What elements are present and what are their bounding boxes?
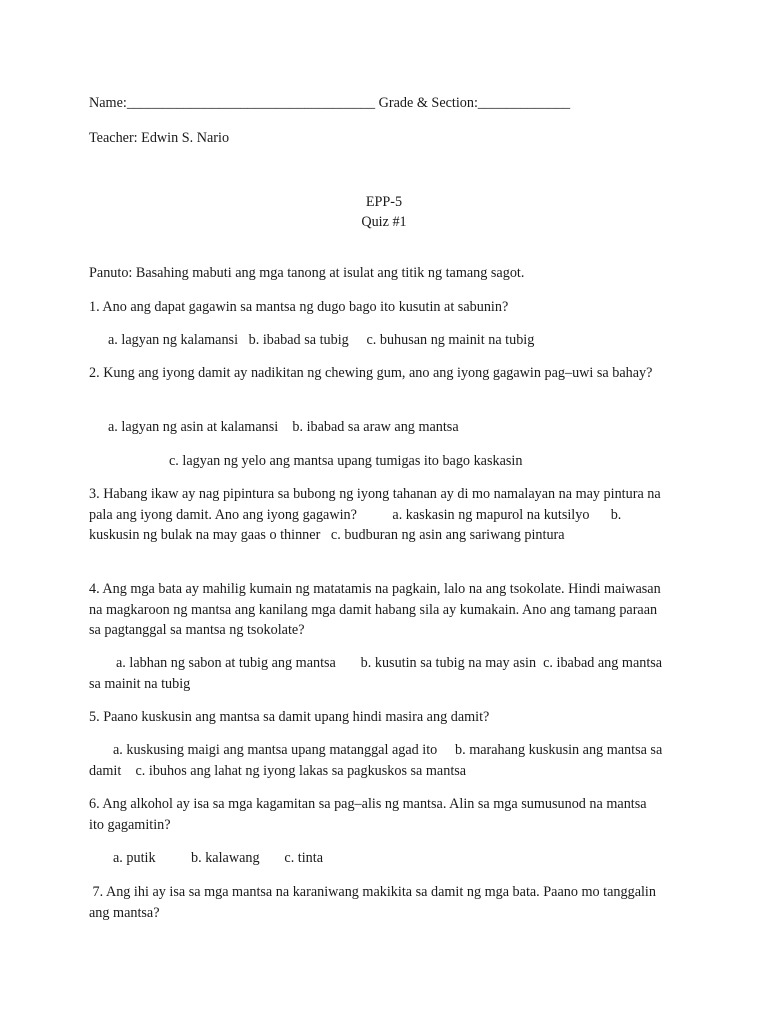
question-3: 3. Habang ikaw ay nag pipintura sa bubong ng iyong tahanan ay di mo namalayan na may pintura na pala ang iyong damit. Ano ang iyong gagawin? a. kaskasin ng mapurol na kutsilyo b. kuskusin ng bulak na may gaas o thinner c. budburan ng asin ang sariwang pintura [89, 486, 665, 543]
question-2-option-c: c. lagyan ng yelo ang mantsa upang tumigas ito bago kaskasin [169, 453, 523, 469]
instructions: Panuto: Basahing mabuti ang mga tanong at isulat ang titik ng tamang sagot. [89, 265, 525, 281]
question-2: 2. Kung ang iyong damit ay nadikitan ng chewing gum, ano ang iyong gagawin pag–uwi sa bahay? [89, 365, 653, 381]
question-2-options: a. lagyan ng asin at kalamansi b. ibabad sa araw ang mantsa [108, 419, 459, 435]
question-1: 1. Ano ang dapat gagawin sa mantsa ng dugo bago ito kusutin at sabunin? [89, 299, 509, 315]
teacher-line: Teacher: Edwin S. Nario [89, 130, 230, 146]
question-6-options: a. putik b. kalawang c. tinta [113, 850, 324, 866]
question-5: 5. Paano kuskusin ang mantsa sa damit upang hindi masira ang damit? [89, 709, 490, 725]
subject-title: EPP-5 [365, 194, 403, 210]
question-1-options: a. lagyan ng kalamansi b. ibabad sa tubig c. buhusan ng mainit na tubig [108, 332, 535, 348]
question-7: 7. Ang ihi ay isa sa mga mantsa na karaniwang makikita sa damit ng mga bata. Paano mo tanggalin ang mantsa? [89, 884, 660, 921]
question-4-options: a. labhan ng sabon at tubig ang mantsa b. kusutin sa tubig na may asin c. ibabad ang mantsa sa mainit na tubig [89, 655, 666, 692]
question-5-options: a. kuskusing maigi ang mantsa upang matanggal agad ito b. marahang kuskusin ang mantsa sa damit c. ibuhos ang lahat ng iyong lakas sa pagkuskos sa mantsa [89, 742, 666, 779]
quiz-title: Quiz #1 [361, 214, 407, 230]
name-grade-line: Name:___________________________________ Grade & Section:_____________ [89, 95, 571, 111]
question-4: 4. Ang mga bata ay mahilig kumain ng matatamis na pagkain, lalo na ang tsokolate. Hindi maiwasan na magkaroon ng mantsa ang kanilang mga damit habang sila ay kumakain. Ano ang tamang paraan sa pagtanggal sa mantsa ng tsokolate? [89, 581, 661, 638]
question-6: 6. Ang alkohol ay isa sa mga kagamitan sa pag–alis ng mantsa. Alin sa mga sumusunod na mantsa ito gagamitin? [89, 796, 647, 833]
